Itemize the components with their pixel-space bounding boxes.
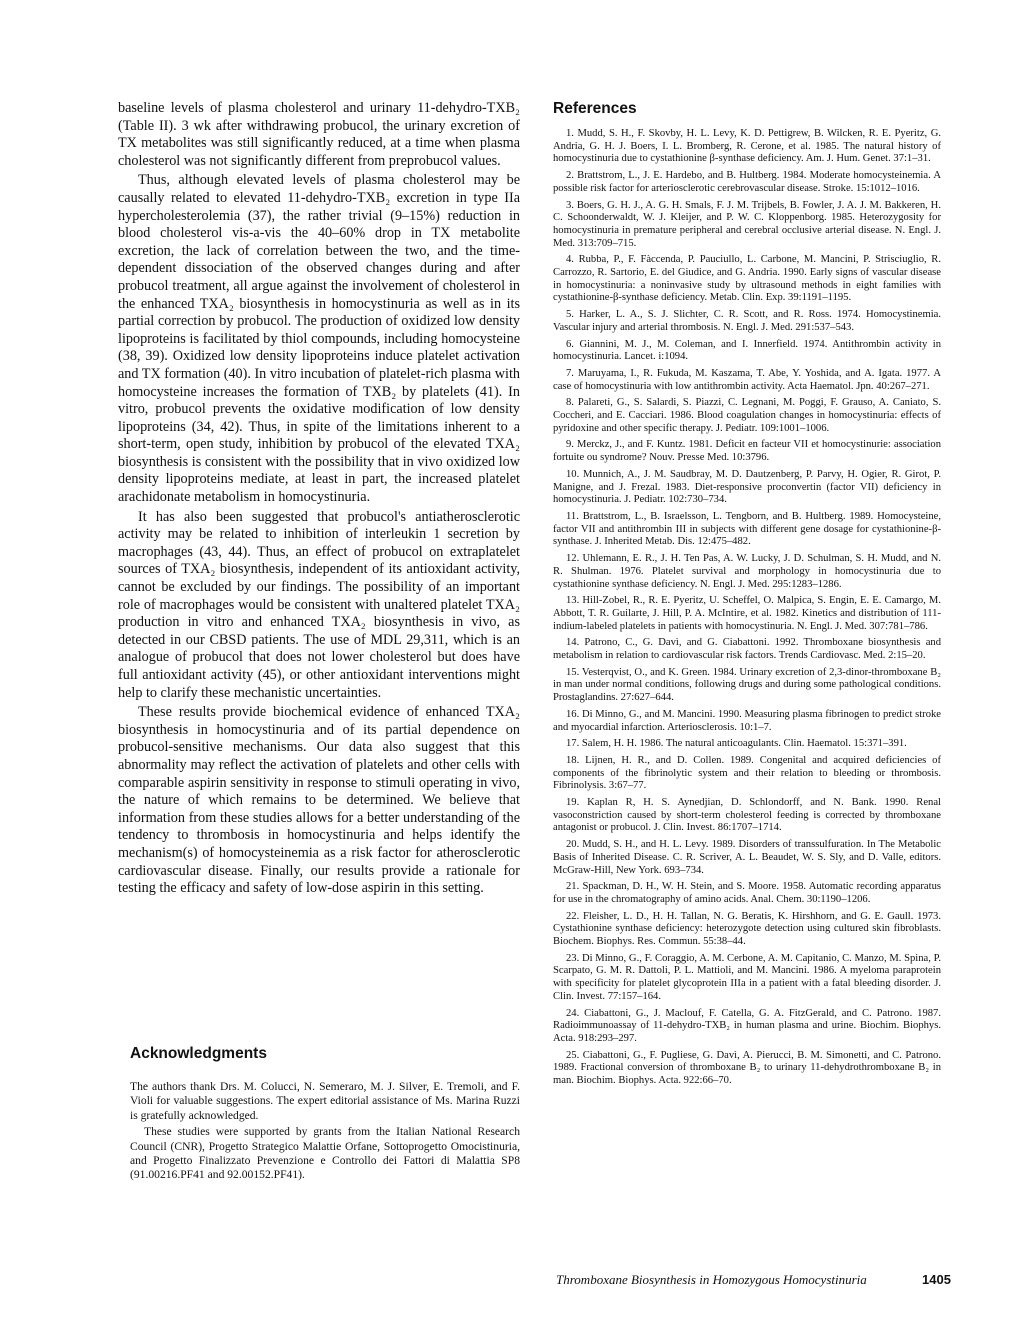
reference-item: 10. Munnich, A., J. M. Saudbray, M. D. Dautzenberg, P. Parvy, H. Ogier, R. Girot, P. Manigne, and J. Frezal. 1983. Diet-responsive proconvertin (factor VII) deficiency in homocystinuria. J. Pediatr. 102:730–734. [553,468,941,506]
reference-item: 20. Mudd, S. H., and H. L. Levy. 1989. Disorders of transsulfuration. In The Metabolic Basis of Inherited Disease. C. R. Scriver, A. L. Beaudet, W. S. Sly, and D. Valle, editors. McGraw-Hill, New York. 693–734. [553,839,941,876]
left-column [118,100,520,898]
reference-item: 2. Brattstrom, L., J. E. Hardebo, and B. Hultberg. 1984. Moderate homocysteinemia. A possible risk factor for arteriosclerotic cerebrovascular disease. Stroke. 15:1012–1016. [553,170,941,194]
reference-item: 14. Patrono, C., G. Davì, and G. Ciabattoni. 1992. Thromboxane biosynthesis and metabolism in relation to cardiovascular risk factors. Trends Cardiovasc. Med. 2:15–20. [553,637,941,662]
references-heading: References [553,100,637,117]
reference-item: 19. Kaplan R, H. S. Aynedjian, D. Schlondorff, and N. Bank. 1990. Renal vasoconstriction caused by short-term cholesterol feeding is corrected by thromboxane antagonist or probucol. J. Clin. Invest. 86:1707–1714. [553,797,941,834]
body-paragraph: These results provide biochemical evidence of enhanced TXA₂ biosynthesis in homocystinuria and of its partial dependence on probucol-sensitive mechanisms. Our data also suggest that this abnormality may reflect the activation of platelets and other cells with comparable aspirin sensitivity in response to stimuli operating in vivo, the nature of which remains to be determined. We believe that information from these studies allows for a better understanding of the tendency to thrombosis in homocystinuria and helps identify the mechanism(s) of homocysteinemia as a risk factor for atherosclerotic cardiovascular disease. Finally, our results provide a rationale for testing the efficacy and safety of low-dose aspirin in this setting. [118,704,520,897]
reference-item: 8. Palareti, G., S. Salardi, S. Piazzi, C. Legnani, M. Poggi, F. Grauso, A. Caniato, S. Coccheri, and E. Cacciari. 1986. Blood coagulation changes in homocystinuria: effects of pyridoxine and other specific therapy. J. Pediatr. 109:1001–1006. [553,397,941,434]
reference-item: 11. Brattstrom, L., B. Israelsson, L. Tengborn, and B. Hultberg. 1989. Homocysteine, factor VII and antithrombin III in subjects with different gene dosage for cystathionine-β-synthase. J. Inherited Metab. Dis. 12:475–482. [553,510,941,548]
body-paragraph: Thus, although elevated levels of plasma cholesterol may be causally related to elevated 11-dehydro-TXB₂ excretion in type IIa hypercholesterolemia (37), the rather trivial (9–15%) reduction in blood cholesterol vis-a-vis the 40–60% drop in TX metabolite excretion, the lack of correlation between the two, and the time-dependent dissociation of the observed changes during and after probucol treatment, all argue against the involvement of cholesterol in the enhanced TXA₂ biosynthesis in homocystinuria as well as in its partial correction by probucol. The production of oxidized low density lipoproteins is facilitated by thiol compounds, including homocysteine (38, 39). Oxidized low density lipoproteins induce platelet activation and TX formation (40). In vitro incubation of platelet-rich plasma with homocysteine increases the formation of TXB₂ by platelets (41). In vitro, probucol prevents the oxidative modification of low density lipoproteins (34, 42). Thus, in spite of the limitations inherent to a short-term, open study, inhibition by probucol of the elevated TXA₂ biosynthesis is consistent with the possibility that in vivo oxidized low density lipoproteins mediate, at least in part, the increased platelet arachidonate metabolism in homocystinuria. [118,172,521,506]
page-number: 1405 [922,1272,951,1287]
reference-item: 18. Lijnen, H. R., and D. Collen. 1989. Congenital and acquired deficiencies of components of the fibrinolytic system and their relation to bleeding or thrombosis. Fibrinolysis. 3:67–77. [553,754,941,792]
references-list [553,128,941,1092]
reference-item: 23. Di Minno, G., F. Coraggio, A. M. Cerbone, A. M. Capitanio, C. Manzo, M. Spina, P. Scarpato, G. M. R. Dattoli, P. L. Mattioli, and M. Mancini. 1986. A myeloma paraprotein with specificity for platelet glycoprotein IIIa in a patient with a fatal bleeding disorder. J. Clin. Invest. 77:157–164. [553,952,941,1002]
reference-item: 17. Salem, H. H. 1986. The natural anticoagulants. Clin. Haematol. 15:371–391. [566,738,907,750]
acknowledgments-paragraph: The authors thank Drs. M. Colucci, N. Semeraro, M. J. Silver, E. Tremoli, and F. Violi for valuable suggestions. The expert editorial assistance of Ms. Marina Ruzzi is gratefully acknowledged. [130,1080,520,1122]
reference-item: 4. Rubba, P., F. Fàccenda, P. Pauciullo, L. Carbone, M. Mancini, P. Strisciuglio, R. Carrozzo, R. Sartorio, E. del Giudice, and G. Andria. 1990. Early signs of vascular disease in homocystinuria: a noninvasive study by ultrasound methods in eight families with cystathionine-β-synthase deficiency. Metab. Clin. Exp. 39:1191–1195. [553,254,941,304]
reference-item: 21. Spackman, D. H., W. H. Stein, and S. Moore. 1958. Automatic recording apparatus for use in the chromatography of amino acids. Anal. Chem. 30:1190–1206. [553,881,941,905]
reference-item: 6. Giannini, M. J., M. Coleman, and I. Innerfield. 1974. Antithrombin activity in homocystinuria. Lancet. i:1094. [553,338,941,363]
reference-item: 12. Uhlemann, E. R., J. H. Ten Pas, A. W. Lucky, J. D. Schulman, S. H. Mudd, and N. R. Shulman. 1976. Platelet survival and morphology in homocystinuria due to cystathionine synthase deficiency. N. Engl. J. Med. 295:1283–1286. [553,553,941,590]
reference-item: 24. Ciabattoni, G., J. Maclouf, F. Catella, G. A. FitzGerald, and C. Patrono. 1987. Radioimmunoassay of 11-dehydro-TXB₂ in human plasma and urine. Biochim. Biophys. Acta. 918:293–297. [553,1007,941,1044]
body-paragraph: It has also been suggested that probucol's antiatherosclerotic activity may be related to inhibition of interleukin 1 secretion by macrophages (43, 44). Thus, an effect of probucol on extraplatelet sources of TXA₂ biosynthesis, independent of its antioxidant activity, cannot be excluded by our findings. The possibility of an important role of macrophages would be consistent with unaltered platelet TXA₂ production in vitro and enhanced TXA₂ biosynthesis in vivo, as detected in our CBSD patients. The use of MDL 29,311, which is an analogue of probucol that does not lower cholesterol but does have full antioxidant activity (45), or other antioxidant interventions might help to clarify these mechanistic uncertainties. [118,508,520,701]
running-title: Thromboxane Biosynthesis in Homozygous Homocystinuria [556,1272,867,1287]
acknowledgments-heading: Acknowledgments [130,1045,267,1062]
reference-item: 22. Fleisher, L. D., H. H. Tallan, N. G. Beratis, K. Hirshhorn, and G. E. Gaull. 1973. Cystathionine synthase deficiency: heterozygote detection using cultured skin fibroblasts. Biochem. Biophys. Res. Commun. 55:38–44. [553,910,941,948]
reference-item: 16. Di Minno, G., and M. Mancini. 1990. Measuring plasma fibrinogen to predict stroke and myocardial infarction. Arteriosclerosis. 10:1–7. [553,708,941,733]
reference-item: 7. Maruyama, I., R. Fukuda, M. Kaszama, T. Abe, Y. Yoshida, and A. Igata. 1977. A case of homocystinuria with low antithrombin activity. Acta Haematol. Jpn. 40:267–271. [553,367,941,392]
acknowledgments-paragraph: These studies were supported by grants from the Italian National Research Council (CNR), Progetto Strategico Malattie Orfane, Sottoprogetto Omocistinuria, and Progetto Finalizzato Prevenzione e Controllo dei Fattori di Malattia SP8 (91.00216.PF41 and 92.00152.PF41). [130,1125,520,1182]
reference-item: 5. Harker, L. A., S. J. Slichter, C. R. Scott, and R. Ross. 1974. Homocystinemia. Vascular injury and arterial thrombosis. N. Engl. J. Med. 291:537–543. [553,309,941,333]
reference-item: 13. Hill-Zobel, R., R. E. Pyeritz, U. Scheffel, O. Malpica, S. Engin, E. E. Camargo, M. Abbott, T. R. Guilarte, J. Hill, P. A. McIntire, et al. 1982. Kinetics and distribution of 111-indium-labeled platelets in patients with homocystinuria. N. Engl. J. Med. 307:781–786. [553,595,941,632]
reference-item: 3. Boers, G. H. J., A. G. H. Smals, F. J. M. Trijbels, B. Fowler, J. A. J. M. Bakkeren, H. C. Schoonderwaldt, W. J. Kleijer, and P. W. C. Kloppenborg. 1985. Heterozygosity for homocystinuria in premature peripheral and cerebral occlusive arterial disease. N. Engl. J. Med. 313:709–715. [553,199,941,249]
reference-item: 15. Vesterqvist, O., and K. Green. 1984. Urinary excretion of 2,3-dinor-thromboxane B₂ in man under normal conditions, following drugs and during some pathological conditions. Prostaglandins. 27:627–644. [553,666,941,704]
reference-item: 25. Ciabattoni, G., F. Pugliese, G. Davì, A. Pierucci, B. M. Simonetti, and C. Patrono. 1989. Fractional conversion of thromboxane B₂ to urinary 11-dehydrothromboxane B₂ in man. Biochim. Biophys. Acta. 922:66–70. [553,1049,941,1087]
reference-item: 9. Merckz, J., and F. Kuntz. 1981. Deficit en facteur VII et homocystinurie: association fortuite ou syndrome? Nouv. Presse Med. 10:3796. [553,439,941,464]
acknowledgments-section [130,1080,520,1183]
reference-item: 1. Mudd, S. H., F. Skovby, H. L. Levy, K. D. Pettigrew, B. Wilcken, R. E. Pyeritz, G. Andria, G. H. J. Boers, I. L. Bromberg, R. Cerone, et al. 1985. The natural history of homocystinuria due to cystathionine β-synthase deficiency. Am. J. Hum. Genet. 37:1–31. [553,128,941,165]
body-paragraph: baseline levels of plasma cholesterol and urinary 11-dehydro-TXB₂ (Table II). 3 wk after withdrawing probucol, the urinary excretion of TX metabolites was still significantly reduced, at a time when plasma cholesterol was not significantly different from preprobucol values. [118,100,520,169]
